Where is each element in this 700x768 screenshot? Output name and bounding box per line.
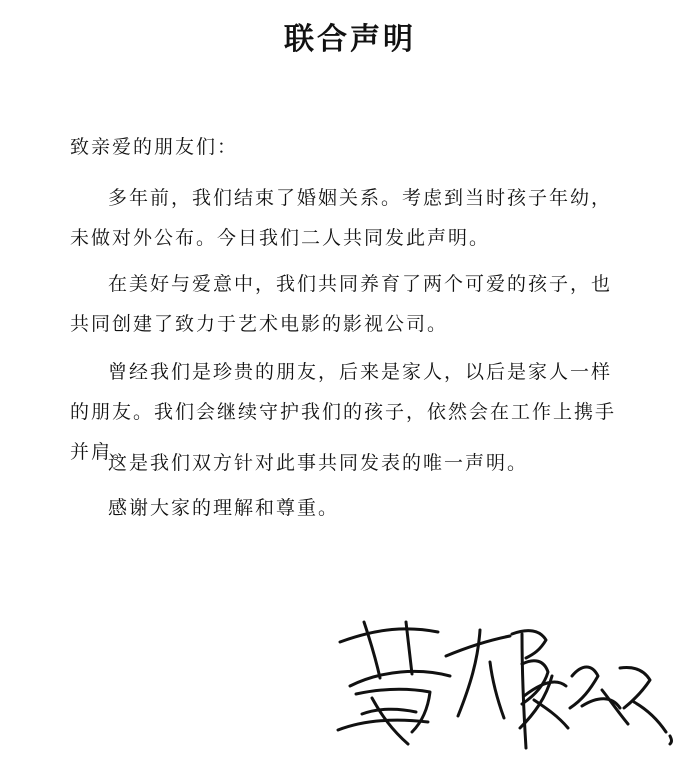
paragraph-4: 这是我们双方针对此事共同发表的唯一声明。	[108, 452, 529, 474]
paragraph-5: 感谢大家的理解和尊重。	[108, 497, 340, 519]
paragraph-3: 曾经我们是珍贵的朋友，后来是家人，以后是家人一样的朋友。我们会继续守护我们的孩子，依然会在工作上携手并肩。	[70, 361, 617, 463]
salutation: 致亲爱的朋友们：	[70, 136, 239, 158]
statement-title: 联合声明	[284, 22, 416, 57]
signature-3	[520, 667, 672, 744]
signature-1	[338, 622, 450, 744]
handwritten-signatures	[320, 604, 680, 754]
paragraph-1: 多年前，我们结束了婚姻关系。考虑到当时孩子年幼，未做对外公布。今日我们二人共同发此声明。	[70, 187, 613, 249]
paragraph-2: 在美好与爱意中，我们共同养育了两个可爱的孩子，也共同创建了致力于艺术电影的影视公司。	[70, 273, 613, 335]
